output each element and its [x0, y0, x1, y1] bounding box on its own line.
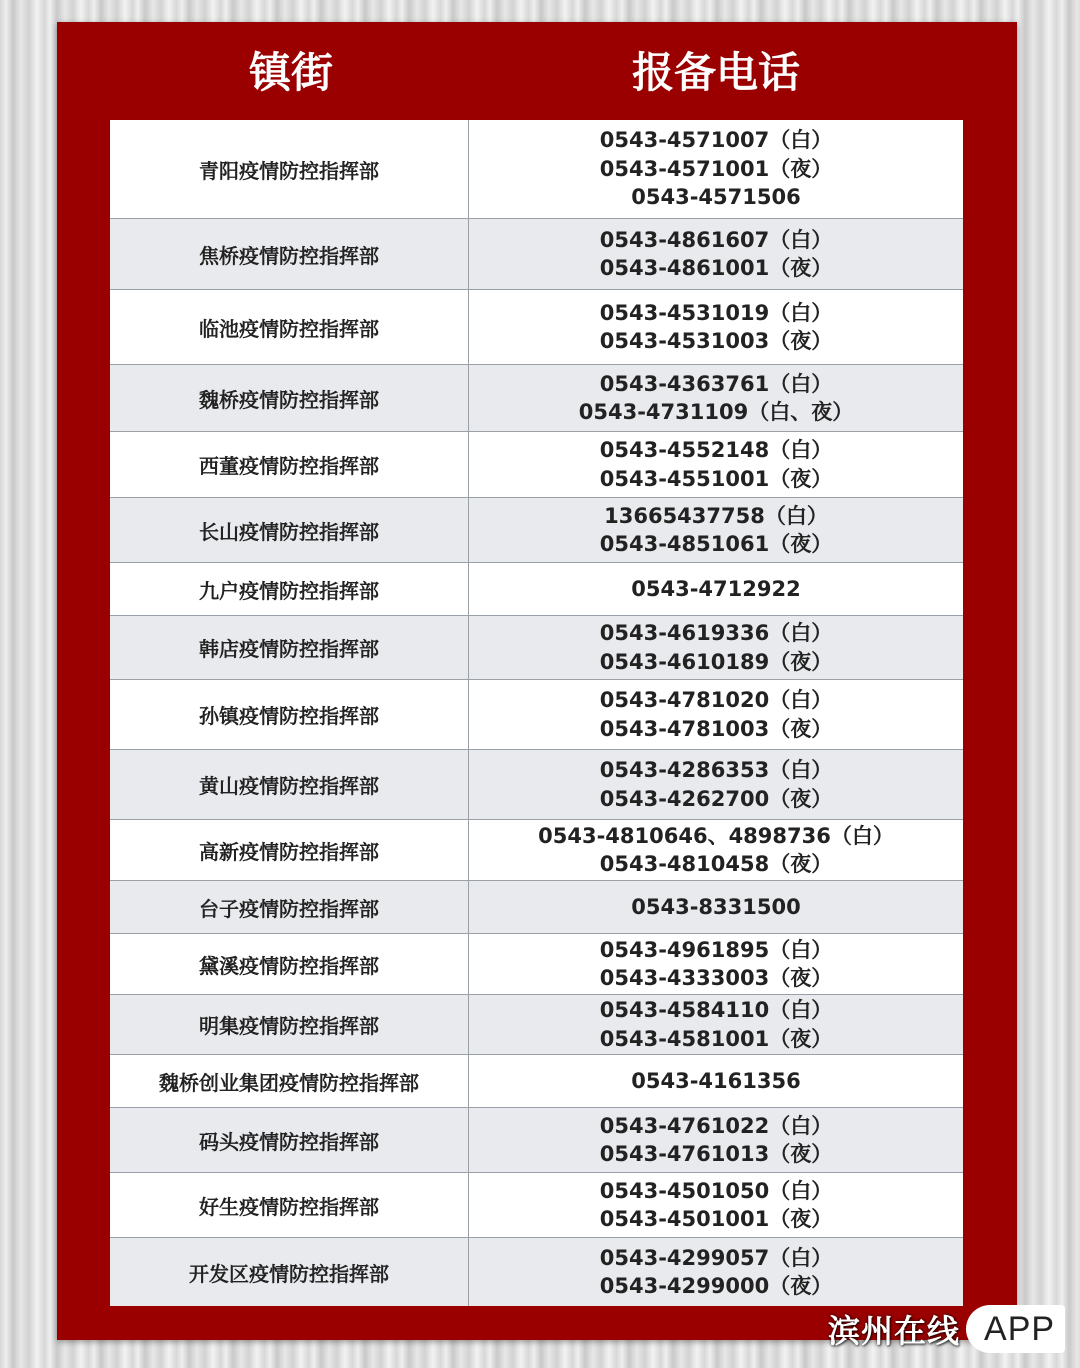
town-name-cell: 九户疫情防控指挥部: [110, 563, 469, 615]
phone-number: 0543-4262700（夜）: [599, 786, 833, 811]
phone-number: 0543-4861001（夜）: [599, 256, 833, 280]
phone-cell: [469, 219, 963, 289]
phone-number: 0543-4501050（白）: [599, 1178, 833, 1203]
phone-number: 0543-4619336（白）: [599, 621, 833, 645]
town-name-cell: 黛溪疫情防控指挥部: [110, 934, 469, 994]
phone-number: 0543-4761022（白）: [599, 1113, 833, 1138]
town-name-cell: 孙镇疫情防控指挥部: [110, 680, 469, 749]
town-name-cell: 黄山疫情防控指挥部: [110, 750, 469, 819]
town-name-cell: 高新疫情防控指挥部: [110, 820, 469, 880]
town-name-cell: 青阳疫情防控指挥部: [110, 120, 469, 218]
phone-number: 0543-4551001（夜）: [599, 466, 833, 491]
phone-number: 13665437758（白）: [604, 503, 828, 528]
phone-cell: [469, 432, 963, 497]
phone-number: 0543-4712922: [631, 576, 801, 601]
table-row: [110, 498, 963, 563]
phone-cell: [469, 680, 963, 749]
table-header: [57, 22, 1017, 120]
phone-cell: [469, 1055, 963, 1107]
phone-number: 0543-4584110（白）: [599, 998, 833, 1022]
phone-number: 0543-4851061（夜）: [599, 532, 833, 556]
table-row: [110, 120, 963, 219]
town-name-cell: 长山疫情防控指挥部: [110, 498, 469, 562]
town-name-cell: 临池疫情防控指挥部: [110, 290, 469, 364]
phone-cell: [469, 1238, 963, 1306]
town-name-cell: 台子疫情防控指挥部: [110, 881, 469, 933]
town-name-cell: 魏桥创业集团疫情防控指挥部: [110, 1055, 469, 1107]
phone-number: 0543-4286353（白）: [599, 758, 833, 782]
table-row: [110, 680, 963, 750]
phone-number: 0543-4761013（夜）: [599, 1142, 833, 1166]
phone-number: 0543-4571001（夜）: [599, 156, 833, 181]
town-name-cell: 好生疫情防控指挥部: [110, 1173, 469, 1237]
phone-number: 0543-4781003（夜）: [599, 716, 833, 741]
table-row: [110, 934, 963, 995]
phone-cell: [469, 365, 963, 431]
phone-number: 0543-4861607（白）: [599, 227, 833, 252]
phone-number: 0543-4610189（夜）: [599, 649, 833, 674]
phone-cell: [469, 498, 963, 562]
town-name-cell: 码头疫情防控指挥部: [110, 1108, 469, 1172]
phone-number: 0543-4781020（白）: [599, 688, 833, 712]
contact-table: [110, 120, 963, 1303]
phone-cell: [469, 820, 963, 880]
header-phone: 报备电话: [631, 48, 800, 97]
phone-cell: [469, 120, 963, 218]
phone-cell: [469, 290, 963, 364]
phone-number: 0543-4552148（白）: [599, 438, 833, 462]
town-name-cell: 魏桥疫情防控指挥部: [110, 365, 469, 431]
phone-number: 0543-4810646、4898736（白）: [538, 823, 894, 848]
table-row: [110, 995, 963, 1055]
table-row: [110, 365, 963, 432]
phone-number: 0543-4299057（白）: [599, 1245, 833, 1270]
phone-cell: [469, 563, 963, 615]
town-name-cell: 焦桥疫情防控指挥部: [110, 219, 469, 289]
phone-number: 0543-4581001（夜）: [599, 1026, 833, 1051]
phone-number: 0543-4531019（白）: [599, 300, 833, 325]
table-row: [110, 563, 963, 616]
table-row: [110, 1238, 963, 1306]
watermark-brand: 滨州在线: [828, 1312, 961, 1350]
table-row: [110, 290, 963, 365]
phone-cell: [469, 1173, 963, 1237]
watermark: [828, 1304, 1065, 1354]
watermark-app-badge: APP: [966, 1305, 1065, 1353]
phone-number: 0543-4531003（夜）: [599, 329, 833, 353]
table-row: [110, 881, 963, 934]
table-row: [110, 1108, 963, 1173]
town-name-cell: 韩店疫情防控指挥部: [110, 616, 469, 679]
table-row: [110, 616, 963, 680]
header-town: 镇街: [248, 48, 333, 97]
table-row: [110, 750, 963, 820]
table-row: [110, 820, 963, 881]
phone-number: 0543-4363761（白）: [599, 371, 833, 396]
phone-number: 0543-4571007（白）: [599, 128, 833, 153]
phone-number: 0543-8331500: [631, 894, 801, 919]
town-name-cell: 开发区疫情防控指挥部: [110, 1238, 469, 1306]
table-row: [110, 432, 963, 498]
phone-number: 0543-4731109（白、夜）: [578, 400, 854, 424]
phone-cell: [469, 1108, 963, 1172]
town-name-cell: 西董疫情防控指挥部: [110, 432, 469, 497]
phone-number: 0543-4299000（夜）: [599, 1274, 833, 1298]
phone-number: 0543-4571506: [631, 185, 801, 210]
town-name-cell: 明集疫情防控指挥部: [110, 995, 469, 1054]
phone-cell: [469, 616, 963, 679]
table-frame: [57, 22, 1017, 1340]
phone-number: 0543-4333003（夜）: [599, 966, 833, 990]
phone-number: 0543-4961895（白）: [599, 937, 833, 962]
phone-cell: [469, 750, 963, 819]
phone-cell: [469, 934, 963, 994]
phone-cell: [469, 995, 963, 1054]
table-row: [110, 1173, 963, 1238]
phone-number: 0543-4501001（夜）: [599, 1207, 833, 1231]
table-row: [110, 1055, 963, 1108]
phone-cell: [469, 881, 963, 933]
table-row: [110, 219, 963, 290]
phone-number: 0543-4161356: [631, 1068, 801, 1093]
phone-number: 0543-4810458（夜）: [599, 852, 833, 876]
